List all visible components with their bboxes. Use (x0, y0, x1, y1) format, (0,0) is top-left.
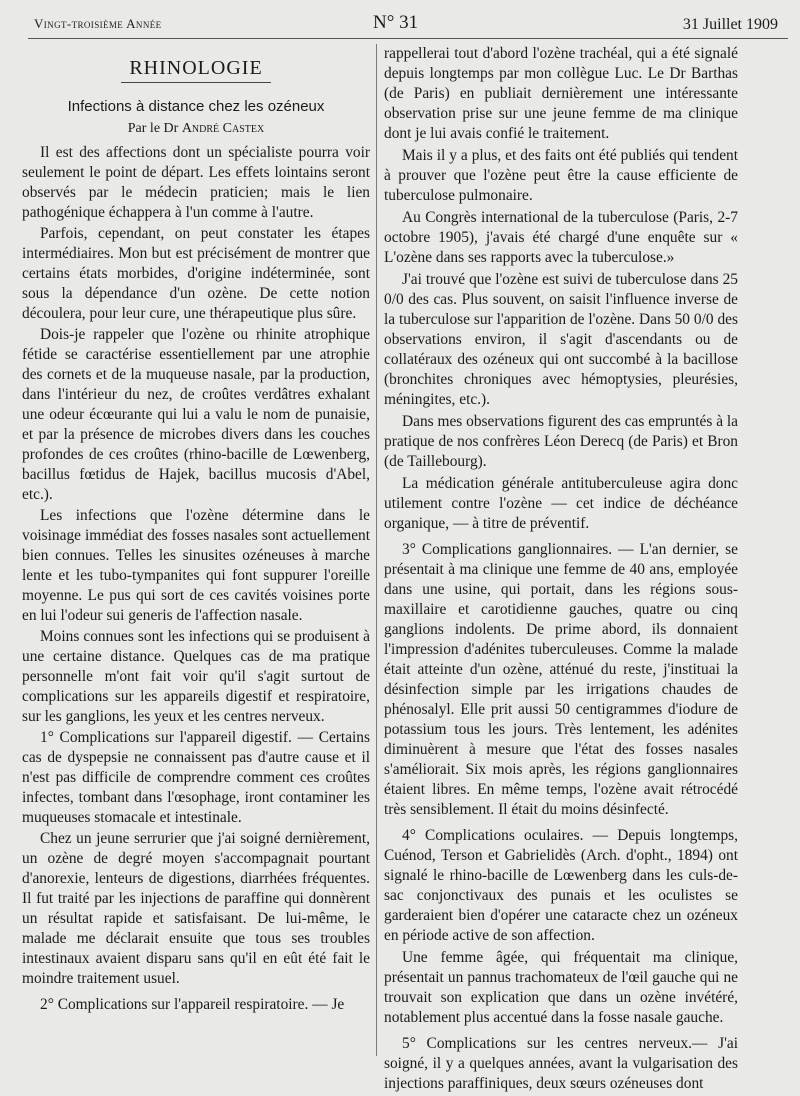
paragraph: Les infections que l'ozène détermine dans le voisinage immédiat des fosses nasales sont actuellement bien connues. Telles les sinusites ozéneuses à marche lente et les tubo-tympanites qui font suppurer l'oreille moyenne. Le pus qui sort de ces cavités voisines porte en lui l'odeur sui generis de l'affection nasale. (22, 507, 370, 624)
paragraph-ganglionic: 3° Complications ganglionnaires. — L'an dernier, se présentait à ma clinique une femme de 40 ans, employée dans une usine, qui portait, dans les régions sous-maxillaire et carotidienne gauches, quatre ou cinq ganglions indolents. De prime abord, ils donnaient l'impression d'adénites tuberculeuses. Comme la malade était atteinte d'un ozène, atténué du reste, j'instituai la désinfection simple par les irrigations chaudes de phénosalyl. Elle prit aussi 50 centigrammes d'iodure de potassium tous les jours. Très lentement, les adénites diminuèrent à mesure que l'état des fosses nasales s'améliorait. Six mois après, les régions ganglionnaires étaient libres. En même temps, l'ozène avait rétrocédé très sensiblement. Il était du moins désinfecté. (384, 541, 738, 818)
header-date: 31 Juillet 1909 (682, 16, 778, 33)
paragraph: Mais il y a plus, et des faits ont été publiés qui tendent à prouver que l'ozène peut être la cause efficiente de tuberculose pulmonaire. (384, 147, 738, 204)
paragraph: Parfois, cependant, on peut constater les étapes intermédiaires. Mon but est précisément de montrer que certains états morbides, d'origine indéterminée, sont sous la dépendance d'un ozène. De cette notion découlera, pour leur cure, une thérapeutique plus sûre. (22, 225, 370, 322)
column-divider (376, 44, 377, 1056)
paragraph-digestive: 1° Complications sur l'appareil digestif. — Certains cas de dyspepsie ne connaissent pas d'autre cause et il n'est pas difficile de comprendre comment ces croûtes infectes, tombant dans l'œsophage, iront contaminer les muqueuses stomacale et intestinale. (22, 729, 370, 826)
paragraph: J'ai trouvé que l'ozène est suivi de tuberculose dans 25 0/0 des cas. Plus souvent, on saisit l'influence inverse de la tuberculose sur l'apparition de l'ozène. Dans 50 0/0 des observations environ, il s'agit d'ascendants ou de collatéraux des ozéneux qui ont succombé à la bacillose (bronchites chroniques avec hémoptysies, pleurésies, méningites, etc.). (384, 271, 738, 408)
right-column (384, 44, 738, 1096)
page-header (28, 14, 788, 39)
header-issue-number: N° 31 (373, 12, 419, 33)
paragraph: Chez un jeune serrurier que j'ai soigné dernièrement, un ozène de degré moyen s'accompagnait pourtant d'anorexie, lenteurs de digestions, diarrhées fréquentes. Il fut traité par les injections de paraffine qui donnèrent un résultat rapide et satisfaisant. De lui-même, le malade me déclarait ensuite que tous ses troubles intestinaux avaient disparu sans qu'il en eût été fait le moindre traitement usuel. (22, 830, 370, 987)
paragraph-respiratory: 2° Complications sur l'appareil respiratoire. — Je (40, 996, 345, 1013)
paragraph: Il est des affections dont un spécialiste pourra voir seulement le point de départ. Les effets lointains seront observés par le médecin praticien; mais le lien pathogénique échappera à l'un comme à l'autre. (22, 144, 370, 221)
paragraph-ocular: 4° Complications oculaires. — Depuis longtemps, Cuénod, Terson et Gabrielidès (Arch. d'opht., 1894) ont signalé le rhino-bacille de Lœwenberg dans les culs-de-sac conjonctivaux des punais et les oculistes se garderaient bien d'opérer une cataracte chez un ozéneux en période active de son affection. (384, 827, 738, 944)
article-byline (22, 119, 370, 139)
paragraph: Dois-je rappeler que l'ozène ou rhinite atrophique fétide se caractérise essentiellement par une atrophie des cornets et de la muqueuse nasale, par la production, dans l'intérieur du nez, de croûtes verdâtres exhalant une odeur écœurante qui lui a valu le nom de punaisie, et par la présence de microbes divers dans les couches profondes de ces croûtes (rhino-bacille de Lœwenberg, bacillus fœtidus de Hajek, bacillus mucosis d'Abel, etc.). (22, 326, 370, 503)
paragraph: rappellerai tout d'abord l'ozène trachéal, qui a été signalé depuis longtemps par mon collègue Luc. Le Dr Barthas (de Paris) en publiait dernièrement une intéressante observation prise sur une jeune femme de ma clinique dont je lui avais confié le traitement. (384, 45, 738, 142)
byline-author: André Castex (181, 121, 265, 136)
title-divider (121, 82, 271, 83)
paragraph: Au Congrès international de la tuberculose (Paris, 2-7 octobre 1905), j'avais été chargé d'une enquête sur « L'ozène dans ses rapports avec la tuberculose.» (384, 209, 738, 266)
section-title: RHINOLOGIE (129, 57, 263, 79)
header-year: Vingt-troisième Année (34, 16, 162, 31)
paragraph: La médication générale antituberculeuse agira donc utilement contre l'ozène — cet indice de déchéance organique, — à titre de préventif. (384, 475, 738, 532)
paragraph-nervous: 5° Complications sur les centres nerveux.— J'ai soigné, il y a quelques années, avant la vulgarisation des injections paraffiniques, deux sœurs ozéneuses dont (384, 1035, 738, 1092)
paragraph: Une femme âgée, qui fréquentait ma clinique, présentait un pannus trachomateux de l'œil gauche qui ne trouvait son explication que dans un ozène invétéré, notablement plus accentué dans la fosse nasale gauche. (384, 949, 738, 1026)
article-title: Infections à distance chez les ozéneux (67, 98, 325, 115)
byline-prefix: Par le Dr (127, 121, 179, 136)
paragraph: Dans mes observations figurent des cas empruntés à la pratique de nos confrères Léon Derecq (de Paris) et Bron (de Taillebourg). (384, 413, 738, 470)
left-column (22, 44, 370, 1015)
paragraph: Moins connues sont les infections qui se produisent à une certaine distance. Quelques cas de ma pratique personnelle m'ont fait voir qu'il s'agit surtout de complications sur les appareils digestif et respiratoire, sur les ganglions, les yeux et les centres nerveux. (22, 628, 370, 725)
